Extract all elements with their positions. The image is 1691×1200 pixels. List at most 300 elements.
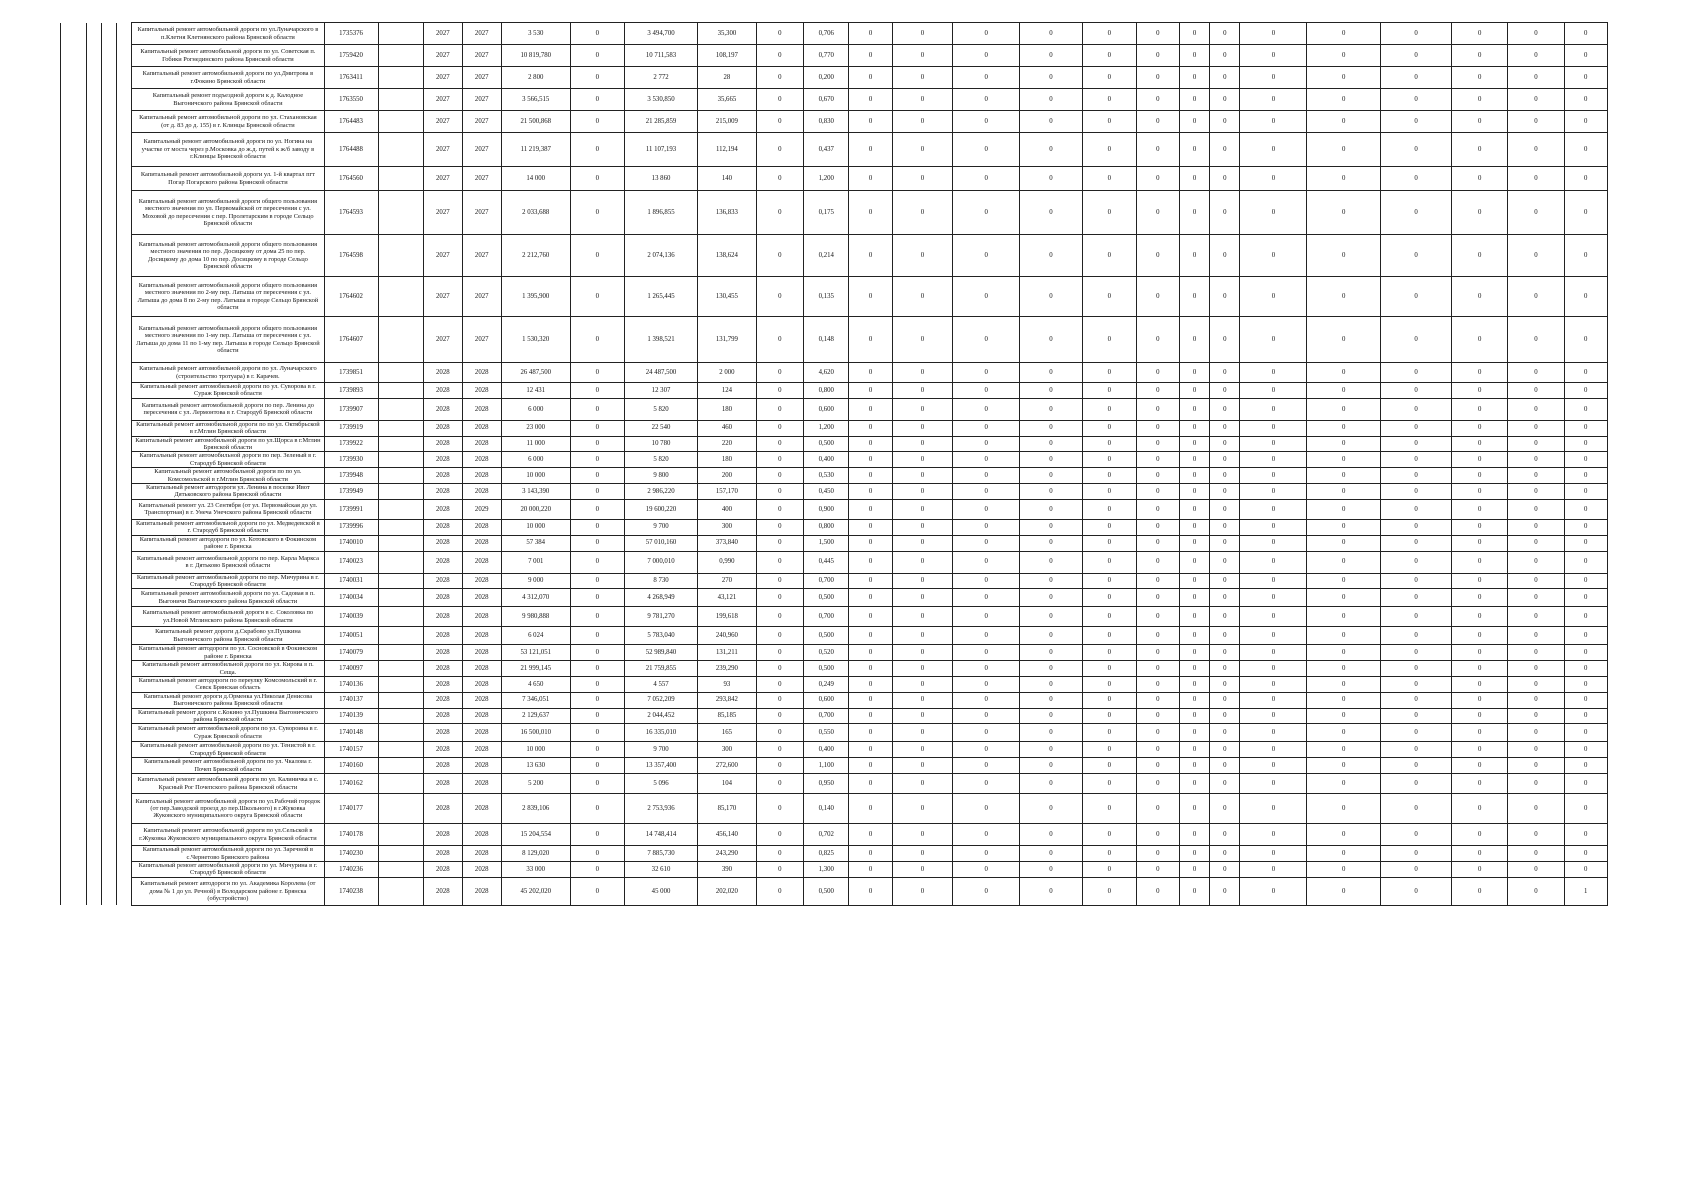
- value-cell: 0: [849, 774, 892, 794]
- value-cell: 1: [1564, 877, 1607, 905]
- local-budget-cell: 131,211: [698, 645, 756, 661]
- value-cell: 0: [1136, 846, 1179, 862]
- value-cell: 0: [1508, 519, 1564, 535]
- value-cell: 0: [849, 661, 892, 677]
- value-cell: 0: [1508, 89, 1564, 111]
- value-cell: 0: [1564, 573, 1607, 589]
- value-cell: 0: [1240, 235, 1307, 277]
- value-cell: 0: [849, 573, 892, 589]
- blank-cell: [102, 676, 117, 692]
- blank-cell: [102, 468, 117, 484]
- total-cost-cell: 4 312,070: [501, 589, 570, 607]
- start-year-cell: 2028: [423, 661, 462, 677]
- value-cell: 0: [1452, 452, 1508, 468]
- value-cell: 0: [1082, 824, 1136, 846]
- value-cell: 0: [1307, 363, 1380, 383]
- blank-cell: [117, 191, 132, 235]
- blank-cell: [102, 45, 117, 67]
- value-cell: 0: [1082, 383, 1136, 399]
- value-cell: 0: [953, 824, 1020, 846]
- object-code-cell: 1739922: [324, 436, 378, 452]
- end-year-cell: 2027: [462, 111, 501, 133]
- table-row: [61, 499, 1608, 519]
- table-row: [61, 824, 1608, 846]
- length-km-cell: 4,620: [804, 363, 849, 383]
- regional-budget-cell: 12 307: [624, 383, 697, 399]
- regional-budget-cell: 7 000,010: [624, 551, 697, 573]
- blank-cell: [117, 235, 132, 277]
- object-code-cell: 1739948: [324, 468, 378, 484]
- value-cell: 0: [1020, 436, 1083, 452]
- index-cell: [61, 484, 87, 500]
- index-cell: [61, 167, 87, 191]
- regional-budget-cell: 8 730: [624, 573, 697, 589]
- local-budget-cell: 112,194: [698, 133, 756, 167]
- end-year-cell: 2028: [462, 627, 501, 645]
- index-cell: [61, 824, 87, 846]
- total-cost-cell: 6 024: [501, 627, 570, 645]
- value-cell: 0: [849, 676, 892, 692]
- end-year-cell: 2028: [462, 774, 501, 794]
- blank-cell: [102, 846, 117, 862]
- blank-cell: [102, 133, 117, 167]
- value-cell: 0: [1380, 708, 1451, 724]
- object-code-cell: 1740137: [324, 692, 378, 708]
- value-cell: 0: [1082, 573, 1136, 589]
- value-cell: 0: [1307, 774, 1380, 794]
- value-cell: 0: [1179, 708, 1209, 724]
- total-cost-cell: 11 219,387: [501, 133, 570, 167]
- object-name-cell: Капитальный ремонт автодороги по ул. Сосновской в Фокинском районе г. Брянска: [132, 645, 324, 661]
- regional-budget-cell: 11 107,193: [624, 133, 697, 167]
- total-cost-cell: 7 001: [501, 551, 570, 573]
- value-cell: 0: [1380, 877, 1451, 905]
- federal-budget-cell: 0: [570, 499, 624, 519]
- value-cell: 0: [1020, 317, 1083, 363]
- value-cell: 0: [1210, 846, 1240, 862]
- blank-cell: [102, 692, 117, 708]
- value-cell: 0: [892, 383, 952, 399]
- value-cell: 0: [1082, 519, 1136, 535]
- value-cell: 0: [1179, 277, 1209, 317]
- value-cell: 0: [953, 661, 1020, 677]
- value-cell: 0: [1179, 383, 1209, 399]
- blank-cell: [378, 167, 423, 191]
- blank-cell: [117, 468, 132, 484]
- federal-budget-cell: 0: [570, 436, 624, 452]
- end-year-cell: 2028: [462, 484, 501, 500]
- value-cell: 0: [849, 607, 892, 627]
- value-cell: 0: [1380, 398, 1451, 420]
- blank-cell: [117, 877, 132, 905]
- value-cell: 0: [1307, 589, 1380, 607]
- length-km-cell: 0,800: [804, 519, 849, 535]
- value-cell: 0: [953, 794, 1020, 824]
- start-year-cell: 2028: [423, 794, 462, 824]
- value-cell: 0: [849, 692, 892, 708]
- blank-cell: [378, 67, 423, 89]
- other-source-cell: 0: [756, 676, 804, 692]
- object-code-cell: 1740097: [324, 661, 378, 677]
- blank-cell: [378, 420, 423, 436]
- federal-budget-cell: 0: [570, 277, 624, 317]
- value-cell: 0: [849, 383, 892, 399]
- value-cell: 0: [1240, 468, 1307, 484]
- value-cell: 0: [892, 436, 952, 452]
- value-cell: 0: [1452, 468, 1508, 484]
- start-year-cell: 2027: [423, 235, 462, 277]
- federal-budget-cell: 0: [570, 133, 624, 167]
- regional-budget-cell: 9 800: [624, 468, 697, 484]
- start-year-cell: 2028: [423, 535, 462, 551]
- value-cell: 0: [1020, 277, 1083, 317]
- blank-cell: [102, 862, 117, 878]
- value-cell: 0: [1136, 774, 1179, 794]
- value-cell: 0: [1082, 724, 1136, 742]
- value-cell: 0: [1020, 627, 1083, 645]
- object-name-cell: Капитальный ремонт автомобильной дороги по ул.Рабочий городок (от пер.Заводской проезд до пер.Школьного) в г.Жуковка Жуковского муниципального округа Брянской области: [132, 794, 324, 824]
- value-cell: 0: [1179, 846, 1209, 862]
- end-year-cell: 2028: [462, 452, 501, 468]
- blank-cell: [378, 573, 423, 589]
- value-cell: 0: [849, 67, 892, 89]
- start-year-cell: 2028: [423, 758, 462, 774]
- object-code-cell: 1739991: [324, 499, 378, 519]
- other-source-cell: 0: [756, 89, 804, 111]
- end-year-cell: 2028: [462, 692, 501, 708]
- federal-budget-cell: 0: [570, 398, 624, 420]
- end-year-cell: 2028: [462, 846, 501, 862]
- value-cell: 0: [953, 45, 1020, 67]
- end-year-cell: 2028: [462, 551, 501, 573]
- value-cell: 0: [1210, 535, 1240, 551]
- document-sheet: [60, 22, 1608, 906]
- start-year-cell: 2027: [423, 133, 462, 167]
- value-cell: 0: [849, 708, 892, 724]
- index-cell: [61, 23, 87, 45]
- total-cost-cell: 10 000: [501, 742, 570, 758]
- value-cell: 0: [1508, 398, 1564, 420]
- blank-cell: [102, 89, 117, 111]
- end-year-cell: 2028: [462, 436, 501, 452]
- table-row: [61, 692, 1608, 708]
- value-cell: 0: [1240, 317, 1307, 363]
- table-row: [61, 661, 1608, 677]
- other-source-cell: 0: [756, 277, 804, 317]
- value-cell: 0: [1307, 676, 1380, 692]
- local-budget-cell: 460: [698, 420, 756, 436]
- value-cell: 0: [1564, 742, 1607, 758]
- value-cell: 0: [1210, 758, 1240, 774]
- value-cell: 0: [1380, 133, 1451, 167]
- value-cell: 0: [1020, 519, 1083, 535]
- value-cell: 0: [1082, 191, 1136, 235]
- value-cell: 0: [892, 862, 952, 878]
- value-cell: 0: [892, 573, 952, 589]
- blank-cell: [117, 627, 132, 645]
- value-cell: 0: [1508, 420, 1564, 436]
- value-cell: 0: [1179, 468, 1209, 484]
- value-cell: 0: [1508, 877, 1564, 905]
- blank-cell: [378, 452, 423, 468]
- value-cell: 0: [1136, 45, 1179, 67]
- value-cell: 0: [892, 661, 952, 677]
- value-cell: 0: [1020, 742, 1083, 758]
- total-cost-cell: 2 212,760: [501, 235, 570, 277]
- total-cost-cell: 9 980,888: [501, 607, 570, 627]
- value-cell: 0: [892, 363, 952, 383]
- federal-budget-cell: 0: [570, 774, 624, 794]
- value-cell: 0: [1508, 742, 1564, 758]
- value-cell: 0: [1508, 436, 1564, 452]
- value-cell: 0: [1082, 235, 1136, 277]
- value-cell: 0: [1179, 191, 1209, 235]
- value-cell: 0: [1452, 191, 1508, 235]
- value-cell: 0: [1564, 724, 1607, 742]
- value-cell: 0: [1508, 645, 1564, 661]
- length-km-cell: 0,550: [804, 724, 849, 742]
- value-cell: 0: [1452, 363, 1508, 383]
- value-cell: 0: [1307, 167, 1380, 191]
- blank-cell: [102, 708, 117, 724]
- object-code-cell: 1739893: [324, 383, 378, 399]
- end-year-cell: 2028: [462, 824, 501, 846]
- value-cell: 0: [1508, 452, 1564, 468]
- value-cell: 0: [1564, 23, 1607, 45]
- value-cell: 0: [1564, 589, 1607, 607]
- total-cost-cell: 9 000: [501, 573, 570, 589]
- blank-cell: [102, 645, 117, 661]
- blank-cell: [86, 277, 101, 317]
- index-cell: [61, 67, 87, 89]
- other-source-cell: 0: [756, 573, 804, 589]
- blank-cell: [86, 627, 101, 645]
- object-name-cell: Капитальный ремонт автомобильной дороги по по ул. Комсомольской в г.Мглин Брянской области: [132, 468, 324, 484]
- end-year-cell: 2027: [462, 317, 501, 363]
- value-cell: 0: [1380, 551, 1451, 573]
- length-km-cell: 1,100: [804, 758, 849, 774]
- value-cell: 0: [1380, 89, 1451, 111]
- regional-budget-cell: 19 600,220: [624, 499, 697, 519]
- local-budget-cell: 157,170: [698, 484, 756, 500]
- object-name-cell: Капитальный ремонт автомобильной дороги по ул. Калиничка в с. Красный Рог Почепского района Брянской области: [132, 774, 324, 794]
- object-name-cell: Капитальный ремонт ул. 23 Сентября (от ул. Первомайская до ул. Транспортная) в г. Унеча Унечского района Брянской области: [132, 499, 324, 519]
- blank-cell: [378, 877, 423, 905]
- value-cell: 0: [1307, 383, 1380, 399]
- index-cell: [61, 862, 87, 878]
- value-cell: 0: [1307, 277, 1380, 317]
- blank-cell: [86, 774, 101, 794]
- value-cell: 0: [1307, 398, 1380, 420]
- value-cell: 0: [1020, 661, 1083, 677]
- value-cell: 0: [1082, 708, 1136, 724]
- value-cell: 0: [849, 191, 892, 235]
- value-cell: 0: [1240, 645, 1307, 661]
- blank-cell: [86, 45, 101, 67]
- value-cell: 0: [953, 468, 1020, 484]
- table-row: [61, 452, 1608, 468]
- value-cell: 0: [1179, 167, 1209, 191]
- value-cell: 0: [1240, 111, 1307, 133]
- value-cell: 0: [892, 23, 952, 45]
- blank-cell: [117, 45, 132, 67]
- table-row: [61, 742, 1608, 758]
- value-cell: 0: [1380, 23, 1451, 45]
- local-budget-cell: 108,197: [698, 45, 756, 67]
- length-km-cell: 0,825: [804, 846, 849, 862]
- value-cell: 0: [1307, 499, 1380, 519]
- value-cell: 0: [1380, 846, 1451, 862]
- value-cell: 0: [1564, 277, 1607, 317]
- value-cell: 0: [1020, 133, 1083, 167]
- value-cell: 0: [1136, 133, 1179, 167]
- value-cell: 0: [892, 484, 952, 500]
- regional-budget-cell: 2 753,936: [624, 794, 697, 824]
- start-year-cell: 2028: [423, 420, 462, 436]
- value-cell: 0: [1136, 758, 1179, 774]
- value-cell: 0: [1564, 111, 1607, 133]
- total-cost-cell: 8 129,020: [501, 846, 570, 862]
- value-cell: 0: [849, 133, 892, 167]
- blank-cell: [117, 724, 132, 742]
- value-cell: 0: [1020, 23, 1083, 45]
- blank-cell: [117, 692, 132, 708]
- value-cell: 0: [1082, 484, 1136, 500]
- value-cell: 0: [1452, 167, 1508, 191]
- value-cell: 0: [1564, 758, 1607, 774]
- blank-cell: [378, 708, 423, 724]
- blank-cell: [102, 607, 117, 627]
- federal-budget-cell: 0: [570, 862, 624, 878]
- total-cost-cell: 33 000: [501, 862, 570, 878]
- table-row: [61, 589, 1608, 607]
- start-year-cell: 2028: [423, 484, 462, 500]
- value-cell: 0: [1179, 499, 1209, 519]
- value-cell: 0: [1210, 627, 1240, 645]
- blank-cell: [378, 589, 423, 607]
- total-cost-cell: 4 650: [501, 676, 570, 692]
- other-source-cell: 0: [756, 468, 804, 484]
- federal-budget-cell: 0: [570, 420, 624, 436]
- value-cell: 0: [1136, 645, 1179, 661]
- blank-cell: [117, 111, 132, 133]
- local-budget-cell: 140: [698, 167, 756, 191]
- value-cell: 0: [1307, 692, 1380, 708]
- value-cell: 0: [1240, 383, 1307, 399]
- value-cell: 0: [849, 551, 892, 573]
- value-cell: 0: [1452, 724, 1508, 742]
- value-cell: 0: [1564, 363, 1607, 383]
- length-km-cell: 0,140: [804, 794, 849, 824]
- index-cell: [61, 420, 87, 436]
- blank-cell: [86, 589, 101, 607]
- start-year-cell: 2028: [423, 877, 462, 905]
- value-cell: 0: [1020, 551, 1083, 573]
- value-cell: 0: [1210, 363, 1240, 383]
- value-cell: 0: [1380, 758, 1451, 774]
- value-cell: 0: [892, 111, 952, 133]
- value-cell: 0: [1452, 708, 1508, 724]
- value-cell: 0: [1564, 661, 1607, 677]
- index-cell: [61, 436, 87, 452]
- blank-cell: [378, 607, 423, 627]
- blank-cell: [86, 23, 101, 45]
- object-code-cell: 1740177: [324, 794, 378, 824]
- value-cell: 0: [1380, 452, 1451, 468]
- value-cell: 0: [1020, 607, 1083, 627]
- value-cell: 0: [1210, 383, 1240, 399]
- local-budget-cell: 136,833: [698, 191, 756, 235]
- value-cell: 0: [1380, 676, 1451, 692]
- value-cell: 0: [1380, 436, 1451, 452]
- object-code-cell: 1763550: [324, 89, 378, 111]
- value-cell: 0: [1179, 661, 1209, 677]
- value-cell: 0: [1136, 499, 1179, 519]
- blank-cell: [86, 758, 101, 774]
- value-cell: 0: [849, 645, 892, 661]
- object-code-cell: 1740157: [324, 742, 378, 758]
- value-cell: 0: [1564, 645, 1607, 661]
- value-cell: 0: [1179, 645, 1209, 661]
- value-cell: 0: [1020, 167, 1083, 191]
- total-cost-cell: 20 000,220: [501, 499, 570, 519]
- federal-budget-cell: 0: [570, 67, 624, 89]
- total-cost-cell: 57 384: [501, 535, 570, 551]
- value-cell: 0: [1307, 468, 1380, 484]
- regional-budget-cell: 4 268,949: [624, 589, 697, 607]
- value-cell: 0: [1240, 661, 1307, 677]
- value-cell: 0: [1380, 235, 1451, 277]
- blank-cell: [117, 420, 132, 436]
- other-source-cell: 0: [756, 420, 804, 436]
- value-cell: 0: [953, 573, 1020, 589]
- value-cell: 0: [953, 846, 1020, 862]
- value-cell: 0: [1452, 67, 1508, 89]
- local-budget-cell: 85,185: [698, 708, 756, 724]
- length-km-cell: 0,830: [804, 111, 849, 133]
- value-cell: 0: [1240, 519, 1307, 535]
- value-cell: 0: [1380, 724, 1451, 742]
- other-source-cell: 0: [756, 758, 804, 774]
- blank-cell: [86, 862, 101, 878]
- value-cell: 0: [1136, 661, 1179, 677]
- value-cell: 0: [1564, 551, 1607, 573]
- index-cell: [61, 846, 87, 862]
- value-cell: 0: [1082, 452, 1136, 468]
- local-budget-cell: 2 000: [698, 363, 756, 383]
- value-cell: 0: [1564, 398, 1607, 420]
- value-cell: 0: [1240, 191, 1307, 235]
- blank-cell: [117, 661, 132, 677]
- value-cell: 0: [1210, 67, 1240, 89]
- value-cell: 0: [1210, 519, 1240, 535]
- value-cell: 0: [1508, 794, 1564, 824]
- value-cell: 0: [1240, 627, 1307, 645]
- value-cell: 0: [1564, 436, 1607, 452]
- value-cell: 0: [1136, 452, 1179, 468]
- blank-cell: [378, 676, 423, 692]
- value-cell: 0: [1020, 499, 1083, 519]
- value-cell: 0: [1210, 862, 1240, 878]
- end-year-cell: 2028: [462, 398, 501, 420]
- end-year-cell: 2027: [462, 23, 501, 45]
- value-cell: 0: [1564, 133, 1607, 167]
- value-cell: 0: [1136, 724, 1179, 742]
- value-cell: 0: [1210, 708, 1240, 724]
- table-row: [61, 277, 1608, 317]
- value-cell: 0: [953, 23, 1020, 45]
- value-cell: 0: [1564, 191, 1607, 235]
